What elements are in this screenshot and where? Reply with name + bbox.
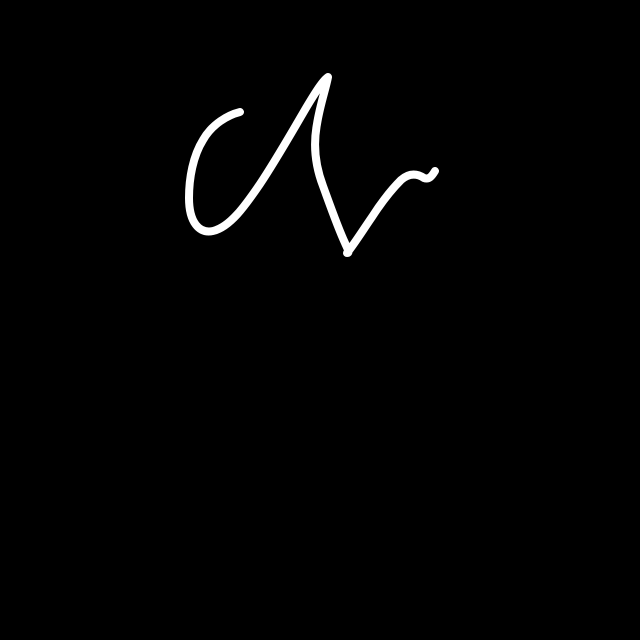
handwritten-stroke bbox=[189, 77, 435, 253]
